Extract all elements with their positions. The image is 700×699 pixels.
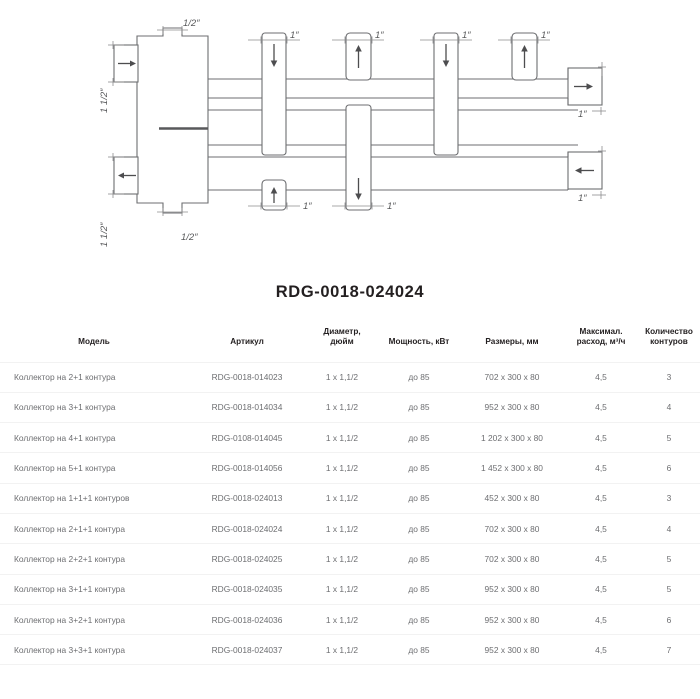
cell-power: до 85 (378, 574, 460, 604)
cell-circuits: 4 (638, 513, 700, 543)
cell-circuits: 6 (638, 604, 700, 634)
cell-circuits: 5 (638, 544, 700, 574)
cell-model: Коллектор на 3+2+1 контура (0, 604, 188, 634)
table-row (0, 453, 700, 483)
table-row (0, 574, 700, 604)
cell-article: RDG-0018-014056 (188, 453, 306, 483)
column-header-article (188, 327, 306, 362)
cell-size: 702 x 300 x 80 (460, 544, 564, 574)
dim-branch-2: 1″ (375, 30, 384, 41)
cell-article: RDG-0018-024036 (188, 604, 306, 634)
branch-valve-6 (346, 105, 371, 210)
branch-valve-5 (262, 180, 286, 210)
header-line-1: Артикул (230, 337, 264, 347)
right-supply-port (568, 68, 602, 105)
cell-circuits: 3 (638, 362, 700, 392)
column-header-circuits (638, 327, 700, 362)
table-row (0, 635, 700, 665)
cell-model: Коллектор на 2+1+1 контура (0, 513, 188, 543)
header-line-1: Количество (645, 327, 693, 336)
cell-flow: 4,5 (564, 544, 638, 574)
table-body (0, 362, 700, 665)
cell-flow: 4,5 (564, 574, 638, 604)
cell-model: Коллектор на 3+1+1 контура (0, 574, 188, 604)
header-line-2: контуров (650, 337, 688, 347)
table-row (0, 483, 700, 513)
specification-table (0, 327, 700, 665)
cell-diameter: 1 x 1,1/2 (306, 423, 378, 453)
cell-article: RDG-0018-014034 (188, 392, 306, 422)
header-line-1: Мощность, кВт (388, 337, 450, 347)
dim-branch-1: 1″ (290, 30, 299, 41)
cell-size: 702 x 300 x 80 (460, 513, 564, 543)
cell-flow: 4,5 (564, 453, 638, 483)
column-header-power (378, 327, 460, 362)
cell-model: Коллектор на 2+1 контура (0, 362, 188, 392)
cell-size: 952 x 300 x 80 (460, 392, 564, 422)
table-row (0, 423, 700, 453)
dim-right-return: 1″ (578, 193, 587, 204)
header-line-1: Размеры, мм (485, 337, 539, 347)
header-row (0, 327, 700, 362)
column-header-size (460, 327, 564, 362)
cell-circuits: 6 (638, 453, 700, 483)
cell-diameter: 1 x 1,1/2 (306, 513, 378, 543)
left-outlet-port (114, 157, 138, 194)
table-row (0, 544, 700, 574)
cell-size: 702 x 300 x 80 (460, 362, 564, 392)
technical-drawing (0, 0, 700, 270)
branch-valve-1 (262, 33, 286, 155)
cell-flow: 4,5 (564, 362, 638, 392)
dim-branch-3: 1″ (462, 30, 471, 41)
cell-diameter: 1 x 1,1/2 (306, 483, 378, 513)
cell-model: Коллектор на 1+1+1 контуров (0, 483, 188, 513)
column-header-max-flow (564, 327, 638, 362)
cell-power: до 85 (378, 453, 460, 483)
cell-model: Коллектор на 3+1 контура (0, 392, 188, 422)
cell-model: Коллектор на 2+2+1 контура (0, 544, 188, 574)
cell-diameter: 1 x 1,1/2 (306, 574, 378, 604)
right-return-port (568, 152, 602, 189)
cell-power: до 85 (378, 423, 460, 453)
header-line-1: Модель (78, 337, 110, 347)
column-header-model (0, 327, 188, 362)
cell-power: до 85 (378, 604, 460, 634)
cell-article: RDG-0018-014023 (188, 362, 306, 392)
dim-branch-5: 1″ (303, 201, 312, 212)
cell-flow: 4,5 (564, 635, 638, 665)
dim-right-supply: 1″ (578, 109, 587, 120)
cell-model: Коллектор на 3+3+1 контура (0, 635, 188, 665)
branch-valve-3 (434, 33, 458, 155)
header-line-1: Диаметр, (323, 327, 361, 336)
dim-left-inlet: 1 1/2″ (99, 88, 110, 113)
cell-article: RDG-0108-014045 (188, 423, 306, 453)
cell-diameter: 1 x 1,1/2 (306, 635, 378, 665)
cell-circuits: 5 (638, 574, 700, 604)
cell-power: до 85 (378, 513, 460, 543)
dim-branch-6: 1″ (387, 201, 396, 212)
cell-power: до 85 (378, 362, 460, 392)
column-header-diameter (306, 327, 378, 362)
cell-article: RDG-0018-024024 (188, 513, 306, 543)
cell-flow: 4,5 (564, 483, 638, 513)
cell-circuits: 7 (638, 635, 700, 665)
header-line-1: Максимал. (579, 327, 623, 336)
cell-flow: 4,5 (564, 513, 638, 543)
cell-size: 952 x 300 x 80 (460, 574, 564, 604)
cell-diameter: 1 x 1,1/2 (306, 392, 378, 422)
cell-power: до 85 (378, 635, 460, 665)
cell-circuits: 4 (638, 392, 700, 422)
cell-power: до 85 (378, 392, 460, 422)
cell-power: до 85 (378, 544, 460, 574)
dim-left-outlet: 1 1/2″ (99, 222, 110, 247)
header-line-2: дюйм (330, 337, 354, 347)
cell-size: 1 452 x 300 x 80 (460, 453, 564, 483)
dim-branch-4: 1″ (541, 30, 550, 41)
cell-diameter: 1 x 1,1/2 (306, 362, 378, 392)
table-header (0, 327, 700, 362)
cell-circuits: 3 (638, 483, 700, 513)
hydraulic-separator-body (137, 28, 208, 213)
table-row (0, 392, 700, 422)
cell-diameter: 1 x 1,1/2 (306, 604, 378, 634)
table-row (0, 513, 700, 543)
header-line-2: расход, м³/ч (576, 337, 626, 347)
manifold-schematic (0, 0, 700, 270)
cell-flow: 4,5 (564, 604, 638, 634)
table-row (0, 604, 700, 634)
cell-size: 952 x 300 x 80 (460, 604, 564, 634)
cell-flow: 4,5 (564, 392, 638, 422)
cell-flow: 4,5 (564, 423, 638, 453)
cell-size: 952 x 300 x 80 (460, 635, 564, 665)
dim-top-left-port: 1/2″ (183, 18, 200, 29)
page-title: RDG-0018-024024 (275, 283, 425, 301)
cell-diameter: 1 x 1,1/2 (306, 544, 378, 574)
cell-circuits: 5 (638, 423, 700, 453)
cell-size: 452 x 300 x 80 (460, 483, 564, 513)
cell-model: Коллектор на 5+1 контура (0, 453, 188, 483)
cell-article: RDG-0018-024037 (188, 635, 306, 665)
table-row (0, 362, 700, 392)
cell-article: RDG-0018-024025 (188, 544, 306, 574)
cell-diameter: 1 x 1,1/2 (306, 453, 378, 483)
cell-article: RDG-0018-024013 (188, 483, 306, 513)
cell-model: Коллектор на 4+1 контура (0, 423, 188, 453)
dim-bottom-left-port: 1/2″ (181, 232, 198, 243)
cell-article: RDG-0018-024035 (188, 574, 306, 604)
left-inlet-port (114, 45, 138, 82)
cell-size: 1 202 x 300 x 80 (460, 423, 564, 453)
cell-power: до 85 (378, 483, 460, 513)
